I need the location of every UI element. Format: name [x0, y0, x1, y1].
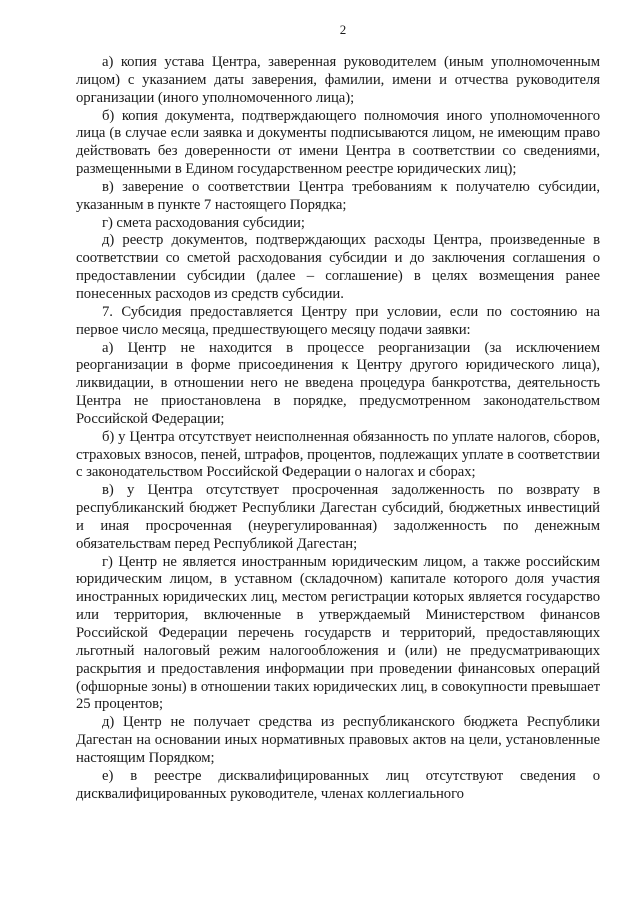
condition-b-tax-obligations: б) у Центра отсутствует неисполненная обязанность по уплате налогов, сборов, страховых взносов, пеней, штрафов, процентов, подлежащих уплате в соответствии с законодательством Российской Федерации о налогах и сборах;	[76, 428, 600, 481]
condition-g-foreign-entity: г) Центр не является иностранным юридическим лицом, а также российским юридическим лицом, в уставном (складочном) капитале которого доля участия иностранных юридических лиц, местом регистрации которых является государство или территория, включенные в утверждаемый Министерством финансов Российской Федерации перечень государств и территорий, предоставляющих льготный налоговый режим налогообложения и (или) не предусматривающих раскрытия и предоставления информации при проведении финансовых операций (офшорные зоны) в отношении таких юридических лиц, в совокупности превышает 25 процентов;	[76, 553, 600, 713]
condition-v-overdue-debt: в) у Центра отсутствует просроченная задолженность по возврату в республиканский бюджет Республики Дагестан субсидий, бюджетных инвестиций и иная просроченная (неурегулированная) задолженность по денежным обязательствам перед Республикой Дагестан;	[76, 482, 600, 552]
paragraph-g-expense-estimate: г) смета расходования субсидии;	[102, 214, 305, 231]
paragraph-a-charter-copy: а) копия устава Центра, заверенная руководителем (иным уполномоченным лицом) с указанием даты заверения, фамилии, имени и отчества руководителя организации (иного уполномоченного лица);	[76, 54, 600, 106]
condition-d-other-funding: д) Центр не получает средства из республиканского бюджета Республики Дагестан на основании иных нормативных правовых актов на цели, установленные настоящим Порядком;	[76, 714, 600, 766]
condition-a-reorganization: а) Центр не находится в процессе реорганизации (за исключением реорганизации в форме присоединения к Центру другого юридического лица), ликвидации, в отношении него не введена процедура банкротства, деятельность Центра не приостановлена в порядке, предусмотренном законодательством Российской Федерации;	[76, 339, 600, 427]
paragraph-b-authority-copy: б) копия документа, подтверждающего полномочия иного уполномоченного лица (в случае если заявка и документы подписываются лицом, не имеющим право действовать без доверенности от имени Центра в соответствии со сведениями, размещенными в Едином государственном реестре юридических лиц);	[76, 107, 600, 178]
page-number: 2	[339, 22, 347, 37]
condition-e-disqualified-persons: е) в реестре дисквалифицированных лиц отсутствуют сведения о дисквалифицированных руководителе, членах коллегиального	[76, 767, 600, 802]
paragraph-v-compliance-statement: в) заверение о соответствии Центра требованиям к получателю субсидии, указанным в пункте 7 настоящего Порядка;	[76, 178, 600, 213]
document-body	[76, 54, 600, 803]
paragraph-7-conditions: 7. Субсидия предоставляется Центру при условии, если по состоянию на первое число месяца, предшествующего месяцу подачи заявки:	[76, 303, 600, 338]
paragraph-d-document-register: д) реестр документов, подтверждающих расходы Центра, произведенные в соответствии со сметой расходования субсидии и до заключения соглашения о предоставлении субсидии (далее – соглашение) в целях возмещения ранее понесенных расходов из средств субсидии.	[76, 232, 600, 302]
